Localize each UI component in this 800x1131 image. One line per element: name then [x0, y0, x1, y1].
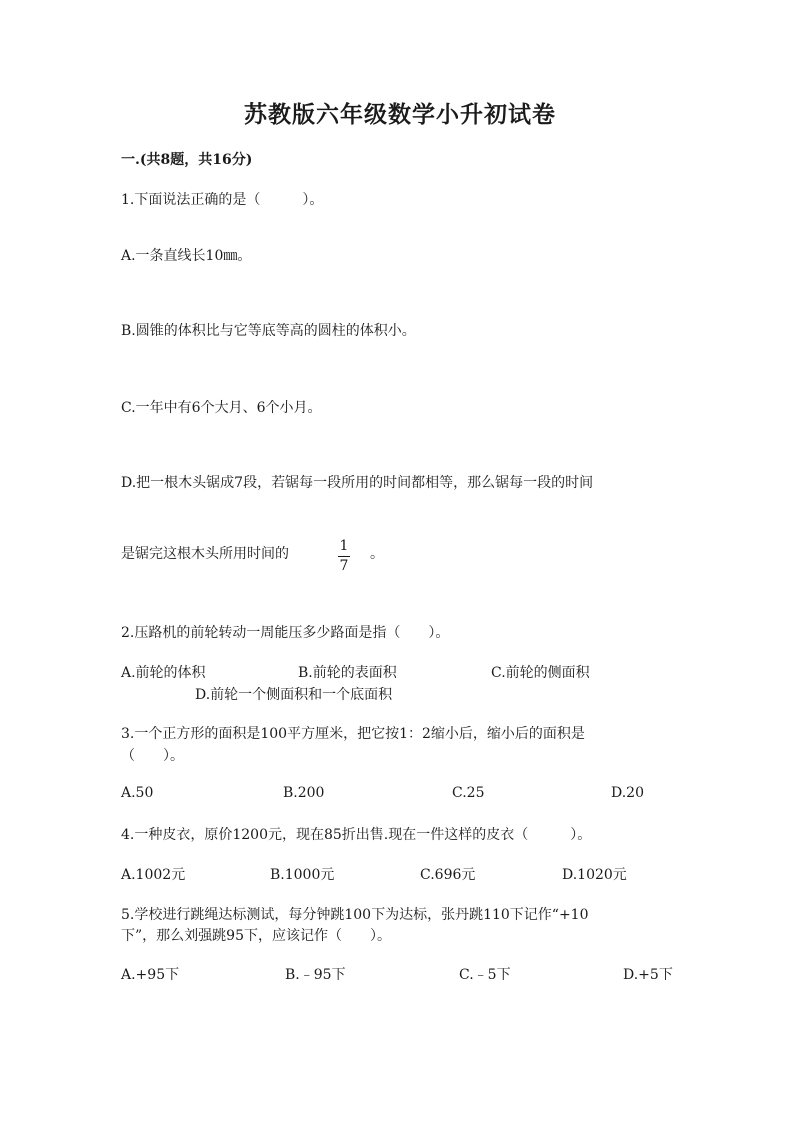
page-title: 苏教版六年级数学小升初试卷 — [244, 101, 556, 128]
fraction-bar — [338, 556, 350, 557]
question-2-option-a: A.前轮的体积 — [121, 665, 206, 681]
question-3-option-a: A.50 — [121, 785, 154, 801]
question-5-stem-continued: 下”，那么刘强跳95下，应该记作（ ）。 — [121, 928, 391, 944]
question-4-option-c: C.696元 — [420, 867, 476, 883]
question-2-option-b: B.前轮的表面积 — [298, 665, 397, 681]
question-1-option-d-end: 。 — [370, 546, 384, 562]
question-1-option-b: B.圆锥的体积比与它等底等高的圆柱的体积小。 — [121, 323, 416, 339]
question-3-option-c: C.25 — [452, 785, 485, 801]
question-5-option-a: A.+95下 — [121, 967, 180, 983]
question-5-option-d: D.+5下 — [623, 967, 673, 983]
question-5-stem: 5.学校进行跳绳达标测试，每分钟跳100下为达标，张丹跳110下记作“+10 — [121, 907, 589, 923]
question-2-option-c: C.前轮的侧面积 — [491, 665, 590, 681]
question-1-option-d: D.把一根木头锯成7段，若锯每一段所用的时间都相等，那么锯每一段的时间 — [121, 475, 594, 491]
question-5-option-b: B.﹣95下 — [285, 967, 346, 983]
question-1-option-a: A.一条直线长10㎜。 — [121, 248, 252, 264]
question-4-stem: 4.一种皮衣，原价1200元，现在85折出售.现在一件这样的皮衣（ ）。 — [121, 827, 592, 843]
question-4-option-b: B.1000元 — [270, 867, 335, 883]
question-3-option-b: B.200 — [283, 785, 325, 801]
question-4-option-d: D.1020元 — [562, 867, 627, 883]
question-1-option-d-continued: 是锯完这根木头所用时间的 — [121, 546, 289, 562]
question-3-stem: 3.一个正方形的面积是100平方厘米，把它按1：2缩小后，缩小后的面积是 — [121, 726, 585, 742]
question-4-option-a: A.1002元 — [121, 867, 186, 883]
question-2-option-d: D.前轮一个侧面积和一个底面积 — [195, 687, 393, 703]
fraction-denominator: 7 — [339, 558, 349, 574]
question-3-option-d: D.20 — [611, 785, 644, 801]
question-3-stem-continued: （ ）。 — [121, 748, 184, 764]
fraction-numerator: 1 — [339, 538, 349, 554]
question-2-stem: 2.压路机的前轮转动一周能压多少路面是指（ ）。 — [121, 625, 450, 641]
question-5-option-c: C.﹣5下 — [459, 967, 511, 983]
question-1-stem: 1.下面说法正确的是（ ）。 — [121, 192, 324, 208]
section-heading: 一.(共8题，共16分) — [121, 152, 253, 168]
fraction-one-seventh — [334, 538, 354, 575]
question-1-option-c: C.一年中有6个大月、6个小月。 — [121, 400, 322, 416]
